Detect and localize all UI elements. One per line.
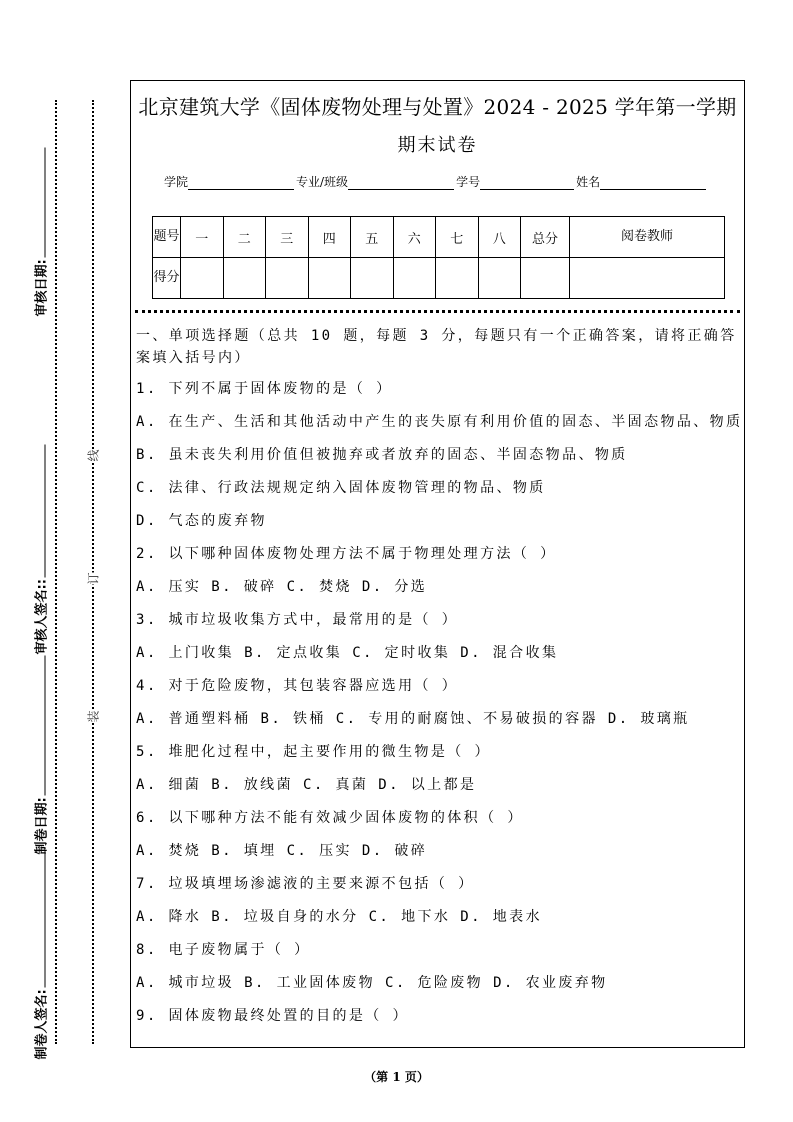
q6-options (136, 841, 738, 874)
score-cell[interactable] (393, 258, 436, 299)
question-4: 4. 对于危险废物，其包装容器应选用（ ） (136, 678, 459, 694)
option: B. 填埋 (211, 843, 277, 859)
review-date-label: 审核日期: (34, 259, 50, 317)
exam-subtitle: 期末试卷 (397, 135, 478, 156)
q5-options (136, 775, 738, 808)
score-cell[interactable] (436, 258, 479, 299)
student-id-label: 学号 (456, 175, 481, 189)
option: B. 铁桶 (260, 711, 326, 727)
score-cell[interactable] (308, 258, 351, 299)
option: A. 压实 (136, 579, 202, 595)
paper-maker-signature-field (31, 850, 50, 1060)
option: C. 危险废物 (384, 975, 484, 991)
q1-option-d: D. 气态的废弃物 (136, 513, 267, 529)
question-7: 7. 垃圾填埋场渗滤液的主要来源不包括（ ） (136, 876, 475, 892)
question-2: 2. 以下哪种固体废物处理方法不属于物理处理方法（ ） (136, 546, 557, 562)
major-class-label: 专业/班级 (296, 175, 349, 189)
question-9: 9. 固体废物最终处置的目的是（ ） (136, 1008, 409, 1024)
q8-options (136, 973, 738, 1006)
binding-mark-bind: 装 (86, 710, 101, 723)
review-date-field (31, 147, 50, 317)
q7-options (136, 907, 738, 940)
paper-maker-signature-label: 制卷人签名: (34, 989, 50, 1060)
paper-maker-signature-blank[interactable] (35, 850, 46, 988)
option: A. 细菌 (136, 777, 202, 793)
option: B. 垃圾自身的水分 (211, 909, 359, 925)
score-table-header-row (153, 217, 725, 258)
review-date-blank[interactable] (35, 147, 46, 257)
col-total: 总分 (521, 217, 570, 258)
option: C. 焚烧 (286, 579, 352, 595)
binding-dotted-line-outer (55, 100, 57, 1044)
option: C. 专用的耐腐蚀、不易破损的容器 (335, 711, 598, 727)
question-section (136, 328, 743, 1039)
option: D. 玻璃瓶 (607, 711, 690, 727)
question-5: 5. 堆肥化过程中，起主要作用的微生物是（ ） (136, 744, 491, 760)
option: A. 上门收集 (136, 645, 235, 661)
score-cell[interactable] (181, 258, 224, 299)
reviewer-signature-label: 审核人签名:: (34, 579, 50, 655)
question-number-header: 题号 (153, 217, 181, 258)
score-header: 得分 (153, 258, 181, 299)
option: A. 城市垃圾 (136, 975, 235, 991)
option: D. 混合收集 (460, 645, 559, 661)
score-table (152, 216, 725, 299)
col-grader: 阅卷教师 (570, 217, 725, 258)
paper-date-label: 制卷日期: (34, 797, 50, 855)
col-5: 五 (351, 217, 394, 258)
question-8: 8. 电子废物属于（ ） (136, 942, 311, 958)
option: A. 普通塑料桶 (136, 711, 251, 727)
option: D. 农业废弃物 (493, 975, 608, 991)
name-label: 姓名 (576, 175, 601, 189)
question-6: 6. 以下哪种方法不能有效减少固体废物的体积（ ） (136, 810, 524, 826)
option: A. 焚烧 (136, 843, 202, 859)
score-cell[interactable] (266, 258, 309, 299)
student-info-row (164, 173, 708, 190)
paper-date-blank[interactable] (35, 655, 46, 795)
binding-mark-line: 线 (86, 449, 101, 462)
major-class-blank[interactable] (348, 177, 454, 190)
binding-mark-staple: 订 (86, 572, 101, 585)
option: D. 破碎 (361, 843, 428, 859)
option: B. 放线菌 (211, 777, 293, 793)
name-blank[interactable] (600, 177, 706, 190)
option: C. 压实 (286, 843, 352, 859)
question-1: 1. 下列不属于固体废物的是（ ） (136, 381, 393, 397)
q3-options (136, 643, 738, 676)
question-3: 3. 城市垃圾收集方式中，最常用的是（ ） (136, 612, 459, 628)
option: D. 以上都是 (378, 777, 477, 793)
option: B. 破碎 (211, 579, 277, 595)
score-cell[interactable] (351, 258, 394, 299)
col-6: 六 (393, 217, 436, 258)
option: C. 真菌 (302, 777, 369, 793)
college-blank[interactable] (188, 177, 294, 190)
option: A. 降水 (136, 909, 202, 925)
col-4: 四 (308, 217, 351, 258)
option: C. 定时收集 (352, 645, 451, 661)
option: D. 分选 (361, 579, 428, 595)
reviewer-signature-blank[interactable] (35, 445, 46, 578)
col-1: 一 (181, 217, 224, 258)
reviewer-signature-field (31, 445, 50, 655)
option: C. 地下水 (368, 909, 451, 925)
page-number: （第 1 页） (364, 1070, 429, 1084)
option: B. 定点收集 (244, 645, 343, 661)
q1-option-b: B. 虽未丧失利用价值但被抛弃或者放弃的固态、半固态物品、物质 (136, 447, 628, 463)
col-3: 三 (266, 217, 309, 258)
student-id-blank[interactable] (480, 177, 574, 190)
q1-option-c: C. 法律、行政法规规定纳入固体废物管理的物品、物质 (136, 480, 546, 496)
college-label: 学院 (164, 175, 189, 189)
col-2: 二 (223, 217, 266, 258)
option: B. 工业固体废物 (244, 975, 375, 991)
q2-options (136, 577, 738, 610)
dotted-divider (135, 310, 740, 313)
score-cell-grader[interactable] (570, 258, 725, 299)
exam-page-frame (130, 80, 745, 1048)
score-table-score-row (153, 258, 725, 299)
section-heading: 一、单项选择题（总共 10 题，每题 3 分，每题只有一个正确答案，请将正确答案填入括号内） (136, 328, 737, 366)
option: D. 地表水 (460, 909, 542, 925)
col-7: 七 (436, 217, 479, 258)
score-cell[interactable] (478, 258, 521, 299)
q4-options (136, 709, 738, 742)
q1-option-a: A. 在生产、生活和其他活动中产生的丧失原有利用价值的固态、半固态物品、物质 (136, 414, 743, 430)
exam-title: 北京建筑大学《固体废物处理与处置》2024 - 2025 学年第一学期 (138, 95, 737, 119)
paper-date-field (31, 655, 50, 855)
col-8: 八 (478, 217, 521, 258)
score-cell-total[interactable] (521, 258, 570, 299)
score-cell[interactable] (223, 258, 266, 299)
